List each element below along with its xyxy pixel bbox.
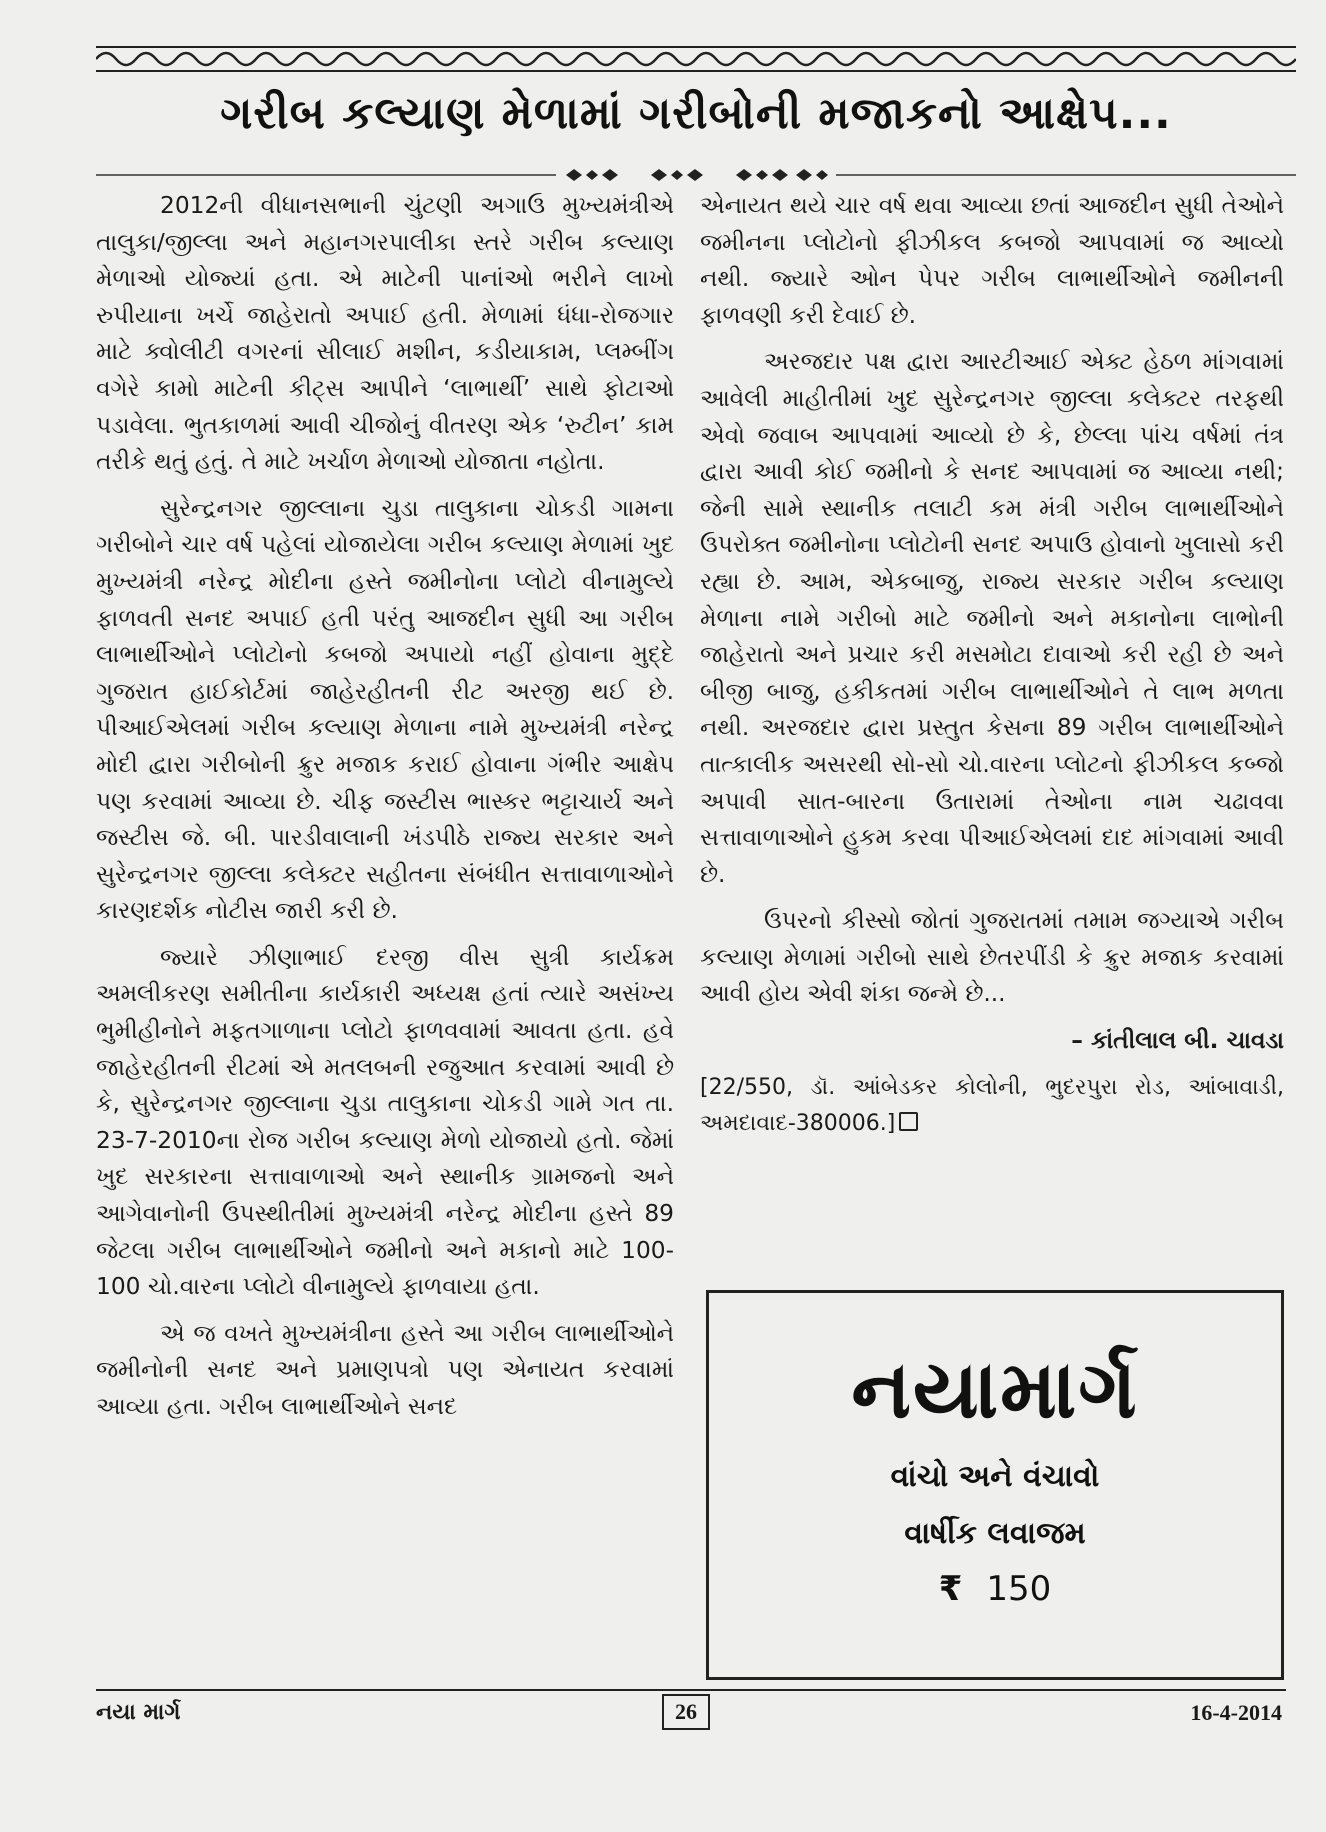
paragraph: જ્યારે ઝીણાભાઈ દરજી વીસ સુત્રી કાર્યક્રમ અમલીકરણ સમીતીના કાર્યકારી અધ્યક્ષ હતાં ત્યારે અસંખ્ય ભુમીહીનોને મફતગાળાના પ્લોટો ફાળવવામાં આવતા હતા. હવે જાહેરહીતની રીટમાં એ મતલબની રજુઆત કરવામાં આવી છે કે, સુરેન્દ્રનગર જીલ્લાના ચુડા તાલુકાના ચોકડી ગામે ગત તા. 23-7-2010ના રોજ ગરીબ કલ્યાણ મેળો યોજાયો હતો. જેમાં ખુદ સરકારના સત્તાવાળાઓ અને સ્થાનીક ગ્રામજનો અને આગેવાનોની ઉપસ્થીતીમાં મુખ્યમંત્રી નરેન્દ્ર મોદીના હસ્તે 89 જેટલા ગરીબ લાભાર્થીઓને જમીનો અને મકાનો માટે 100-100 ચો.વારના પ્લોટો વીનામુલ્યે ફાળવાયા હતા.	[96, 943, 674, 1301]
paragraph: 2012ની વીધાનસભાની ચુંટણી અગાઉ મુખ્યમંત્રીએ તાલુકા/જીલ્લા અને મહાનગરપાલીકા સ્તરે ગરીબ કલ્યાણ મેળાઓ યોજ્યાં હતા. એ માટેની પાનાંઓ ભરીને લાખો રુપીયાના ખર્ચે જાહેરાતો અપાઈ હતી. મેળામાં ધંધા-રોજગાર માટે ક્વોલીટી વગરનાં સીલાઈ મશીન, કડીયાકામ, પ્લમ્બીંગ વગેરે કામો માટેની કીટ્સ આપીને ‘લાભાર્થી’ સાથે ફોટાઓ પડાવેલા. ભુતકાળમાં આવી ચીજોનું વીતરણ એક ‘રુટીન’ કામ તરીકે થતું હતું. તે માટે ખર્ચાળ મેળાઓ યોજાતા નહોતા.	[96, 192, 674, 476]
decorative-top-border	[96, 44, 1296, 74]
ad-tagline: વાંચો અને વંચાવો	[890, 1459, 1100, 1494]
page-number: 26	[662, 1694, 710, 1730]
article-left-column	[96, 188, 674, 1436]
paragraph: ઉપરનો કીસ્સો જોતાં ગુજરાતમાં તમામ જગ્યાએ ગરીબ કલ્યાણ મેળામાં ગરીબો સાથે છેતરપીંડી કે ક્રુર મજાક કરવામાં આવી હોય એવી શંકા જન્મે છે...	[700, 907, 1284, 1008]
paragraph: સુરેન્દ્રનગર જીલ્લાના ચુડા તાલુકાના ચોકડી ગામના ગરીબોને ચાર વર્ષ પહેલાં યોજાયેલા ગરીબ કલ્યાણ મેળામાં ખુદ મુખ્યમંત્રી નરેન્દ્ર મોદીના હસ્તે જમીનોના પ્લોટો વીનામુલ્યે ફાળવતી સનદ અપાઈ હતી પરંતુ આજદીન સુધી આ ગરીબ લાભાર્થીઓને પ્લોટોનો કબજો અપાયો નહીં હોવાના મુદ્દે ગુજરાત હાઈકોર્ટમાં જાહેરહીતની રીટ અરજી થઈ છે. પીઆઈએલમાં ગરીબ કલ્યાણ મેળાના નામે મુખ્યમંત્રી નરેન્દ્ર મોદી દ્વારા ગરીબોની ક્રુર મજાક કરાઈ હોવાના ગંભીર આક્ષેપ પણ કરવામાં આવ્યા છે. ચીફ જસ્ટીસ ભાસ્કર ભટ્ટાચાર્ય અને જસ્ટીસ જે. બી. પારડીવાલાની ખંડપીઠે રાજ્ય સરકાર અને સુરેન્દ્રનગર જીલ્લા કલેક્ટર સહીતના સંબંધીત સત્તાવાળાઓને કારણદર્શક નોટીસ જારી કરી છે.	[96, 494, 674, 925]
ad-price	[709, 1569, 1281, 1609]
footer-publication-name: નયા માર્ગ	[96, 1700, 181, 1725]
paragraph: એનાયત થયે ચાર વર્ષ થવા આવ્યા છતાં આજદીન સુધી તેઓને જમીનના પ્લોટોનો ફીઝીકલ કબજો આપવામાં જ આવ્યો નથી. જ્યારે ઓન પેપર ગરીબ લાભાર્થીઓને જમીનની ફાળવણી કરી દેવાઈ છે.	[700, 192, 1284, 329]
article-right-column	[700, 188, 1284, 1152]
subscription-advertisement	[706, 1290, 1284, 1680]
footer-date: 16-4-2014	[1190, 1700, 1282, 1725]
headline-ornament-rule	[96, 160, 1296, 190]
article-headline: ગરીબ કલ્યાણ મેળામાં ગરીબોની મજાકનો આક્ષેપ...	[220, 88, 1172, 139]
paragraph: અરજદાર પક્ષ દ્વારા આરટીઆઈ એક્ટ હેઠળ માંગવામાં આવેલી માહીતીમાં ખુદ સુરેન્દ્રનગર જીલ્લા કલેક્ટર તરફથી એવો જવાબ આપવામાં આવ્યો છે કે, છેલ્લા પાંચ વર્ષમાં તંત્ર દ્વારા આવી કોઈ જમીનો કે સનદ આપવામાં જ આવ્યા નથી; જેની સામે સ્થાનીક તલાટી કમ મંત્રી ગરીબ લાભાર્થીઓને ઉપરોક્ત જમીનોના પ્લોટોની સનદ અપાઉ હોવાનો ખુલાસો કરી રહ્યા છે. આમ, એકબાજુ, રાજ્ય સરકાર ગરીબ કલ્યાણ મેળાના નામે ગરીબો માટે જમીનો અને મકાનોના લાભોની જાહેરાતો અને પ્રચાર કરી મસમોટા દાવાઓ કરી રહી છે અને બીજી બાજુ, હકીકતમાં ગરીબ લાભાર્થીઓને તે લાભ મળતા નથી. અરજદાર દ્વારા પ્રસ્તુત કેસના 89 ગરીબ લાભાર્થીઓને તાત્કાલીક અસરથી સો-સો ચો.વારના પ્લોટનો ફીઝીકલ કબ્જો અપાવી સાત-બારના ઉતારામાં તેઓના નામ ચઢાવવા સત્તાવાળાઓને હુકમ કરવા પીઆઈએલમાં દાદ માંગવામાં આવી છે.	[700, 348, 1284, 888]
ad-magazine-title: નયામાર્ગ	[851, 1343, 1139, 1436]
author-address	[700, 1070, 1284, 1142]
address-text: [22/550, ડૉ. આંબેડકર કોલોની, ભુદરપુરા રોડ, આંબાવાડી, અમદાવાદ-380006.]	[700, 1074, 1284, 1136]
ad-subscription-label: વાર્ષીક લવાજમ	[904, 1516, 1086, 1551]
footer-rule	[96, 1689, 1286, 1691]
rupee-icon: ₹	[938, 1569, 963, 1609]
box-icon	[899, 1112, 918, 1131]
paragraph: એ જ વખતે મુખ્યમંત્રીના હસ્તે આ ગરીબ લાભાર્થીઓને જમીનોની સનદ અને પ્રમાણપત્રો પણ એનાયત કરવામાં આવ્યા હતા. ગરીબ લાભાર્થીઓને સનદ	[96, 1319, 674, 1420]
author-signature: – કાંતીલાલ બી. ચાવડા	[1071, 1027, 1284, 1055]
ad-price-value: 150	[986, 1569, 1052, 1609]
